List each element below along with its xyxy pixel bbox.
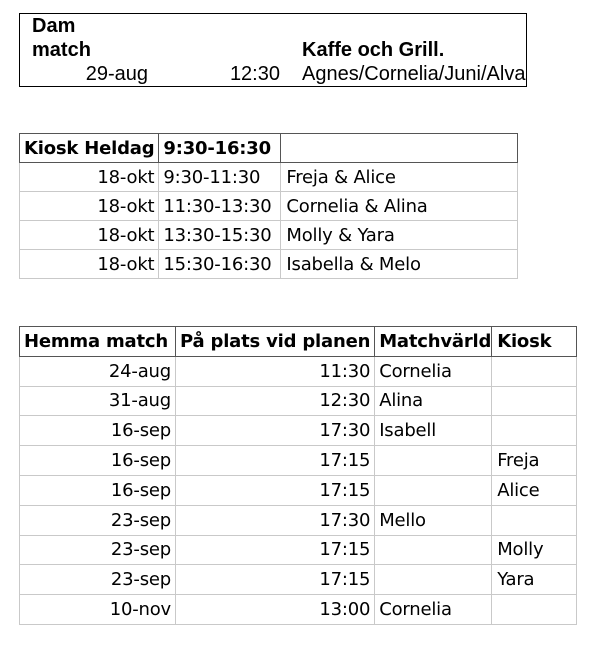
matchvarld-cell — [375, 565, 492, 595]
time-cell: 17:30 — [176, 416, 375, 446]
time-cell: 17:30 — [176, 505, 375, 535]
matchvarld-cell: Isabell — [375, 416, 492, 446]
date-cell: 23-sep — [20, 505, 176, 535]
table-row — [20, 595, 577, 625]
date-cell: 16-sep — [20, 416, 176, 446]
names-cell: Cornelia & Alina — [281, 192, 518, 221]
table-row — [20, 163, 518, 192]
date-cell: 10-nov — [20, 595, 176, 625]
matchvarld-cell — [375, 535, 492, 565]
date-cell: 23-sep — [20, 535, 176, 565]
date-cell: 18-okt — [20, 221, 159, 250]
time-cell: 17:15 — [176, 535, 375, 565]
dam-match-table — [19, 13, 527, 87]
matchvarld-cell — [375, 475, 492, 505]
date-cell: 16-sep — [20, 475, 176, 505]
names-cell: Freja & Alice — [281, 163, 518, 192]
dam-match-people: Agnes/Cornelia/Juni/Alva — [302, 63, 526, 85]
dam-match-title-row — [20, 14, 527, 39]
kiosk-heldag-header-row — [20, 134, 518, 163]
time-cell: 13:30-15:30 — [159, 221, 281, 250]
date-cell: 18-okt — [20, 192, 159, 221]
time-cell: 17:15 — [176, 446, 375, 476]
kiosk-cell — [492, 356, 577, 386]
dam-match-heading: Kaffe och Grill. — [302, 39, 445, 61]
table-row — [20, 416, 577, 446]
names-cell: Molly & Yara — [281, 221, 518, 250]
kiosk-cell — [492, 416, 577, 446]
hemma-match-header-cell: Hemma match — [20, 327, 176, 357]
time-cell: 11:30 — [176, 356, 375, 386]
dam-match-title-line1: Dam — [32, 15, 76, 37]
table-row — [20, 356, 577, 386]
time-cell: 13:00 — [176, 595, 375, 625]
table-row — [20, 250, 518, 279]
date-cell: 18-okt — [20, 250, 159, 279]
date-cell: 23-sep — [20, 565, 176, 595]
kiosk-cell: Freja — [492, 446, 577, 476]
table-row — [20, 446, 577, 476]
table-row — [20, 505, 577, 535]
kiosk-cell — [492, 386, 577, 416]
hemma-match-header-cell: Kiosk — [492, 327, 577, 357]
time-cell: 17:15 — [176, 475, 375, 505]
dam-match-data-row — [20, 62, 527, 87]
kiosk-cell: Yara — [492, 565, 577, 595]
dam-match-date: 29-aug — [85, 63, 148, 85]
table-row — [20, 221, 518, 250]
hemma-match-header-cell: På plats vid planen — [176, 327, 375, 357]
time-cell: 11:30-13:30 — [159, 192, 281, 221]
kiosk-cell: Molly — [492, 535, 577, 565]
matchvarld-cell — [375, 446, 492, 476]
date-cell: 31-aug — [20, 386, 176, 416]
matchvarld-cell: Cornelia — [375, 595, 492, 625]
names-cell: Isabella & Melo — [281, 250, 518, 279]
table-row — [20, 565, 577, 595]
kiosk-heldag-header-cell — [281, 134, 518, 163]
table-row — [20, 192, 518, 221]
dam-match-title-line2: match — [32, 39, 91, 61]
kiosk-cell — [492, 505, 577, 535]
kiosk-heldag-header-cell: 9:30-16:30 — [159, 134, 281, 163]
matchvarld-cell: Mello — [375, 505, 492, 535]
hemma-match-header-cell: Matchvärld — [375, 327, 492, 357]
kiosk-cell: Alice — [492, 475, 577, 505]
time-cell: 9:30-11:30 — [159, 163, 281, 192]
date-cell: 16-sep — [20, 446, 176, 476]
table-row — [20, 535, 577, 565]
kiosk-cell — [492, 595, 577, 625]
time-cell: 15:30-16:30 — [159, 250, 281, 279]
matchvarld-cell: Alina — [375, 386, 492, 416]
dam-match-heading-row — [20, 38, 527, 62]
hemma-match-table — [19, 326, 577, 625]
date-cell: 18-okt — [20, 163, 159, 192]
table-row — [20, 386, 577, 416]
matchvarld-cell: Cornelia — [375, 356, 492, 386]
time-cell: 12:30 — [176, 386, 375, 416]
hemma-match-header-row — [20, 327, 577, 357]
kiosk-heldag-header-cell: Kiosk Heldag — [20, 134, 159, 163]
date-cell: 24-aug — [20, 356, 176, 386]
kiosk-heldag-table — [19, 133, 518, 279]
dam-match-time: 12:30 — [229, 63, 280, 85]
time-cell: 17:15 — [176, 565, 375, 595]
table-row — [20, 475, 577, 505]
